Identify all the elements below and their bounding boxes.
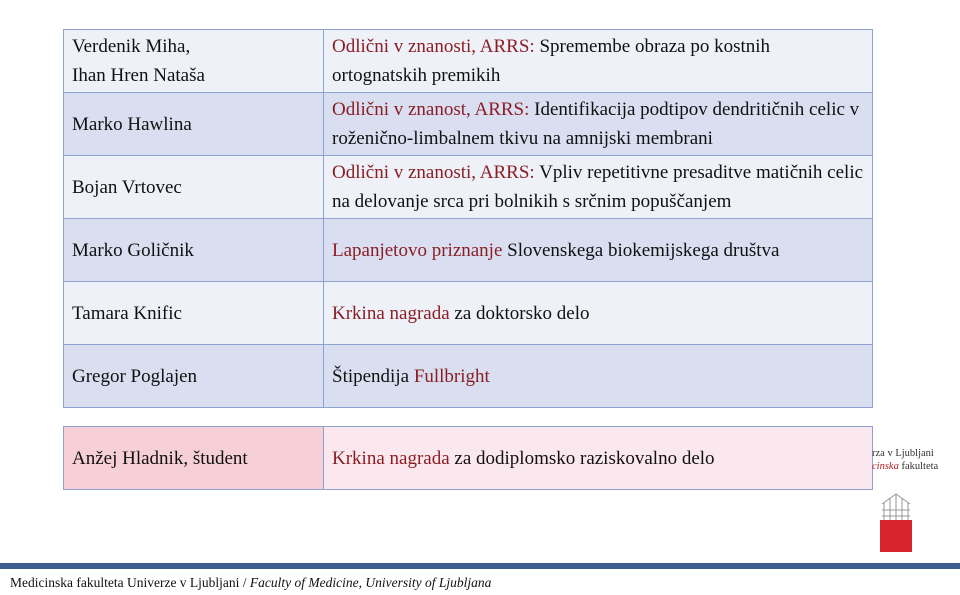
table-row	[64, 156, 873, 219]
table-row	[64, 427, 873, 490]
award-highlight: Fullbright	[413, 365, 490, 387]
student-award-table	[63, 426, 873, 490]
table-row	[64, 93, 873, 156]
faculty-logo-icon	[878, 490, 914, 552]
footer: Medicinska fakulteta Univerze v Ljubljani / Faculty of Medicine, University of Ljubljana	[10, 575, 492, 590]
award-highlight: Krkina nagrada	[332, 302, 450, 324]
award-highlight: Lapanjetovo priznanje	[332, 239, 503, 261]
award-description: Odlični v znanosti, ARRS: Spremembe obraza po kostnih ortognatskih premikih	[324, 30, 873, 93]
awards-table	[63, 29, 873, 408]
table-row	[64, 219, 873, 282]
recipient-name: Bojan Vrtovec	[64, 156, 324, 219]
award-highlight: Odlični v znanosti, ARRS:	[332, 36, 535, 57]
award-description: Odlični v znanost, ARRS: Identifikacija podtipov dendritičnih celic v roženično-limbalnem tkivu na amnijski membrani	[324, 93, 873, 156]
recipient-name: Gregor Poglajen	[64, 345, 324, 408]
award-description: Odlični v znanosti, ARRS: Vpliv repetitivne presaditve matičnih celic na delovanje srca pri bolnikih s srčnim popuščanjem	[324, 156, 873, 219]
award-highlight: Krkina nagrada	[332, 447, 450, 469]
recipient-name: Verdenik Miha, Ihan Hren Nataša	[64, 30, 324, 93]
table-row	[64, 282, 873, 345]
award-description: Štipendija Fullbright	[324, 345, 873, 408]
recipient-name: Marko Goličnik	[64, 219, 324, 282]
student-name: Anžej Hladnik, študent	[64, 427, 324, 490]
award-description: Lapanjetovo priznanje Slovenskega biokemijskega društva	[324, 219, 873, 282]
recipient-name: Tamara Knific	[64, 282, 324, 345]
table-row	[64, 345, 873, 408]
faculty-logo-text: rza v Ljubljani cinska fakulteta	[872, 448, 939, 472]
award-description: Krkina nagrada za doktorsko delo	[324, 282, 873, 345]
footer-divider	[0, 563, 960, 569]
student-award-description: Krkina nagrada za dodiplomsko raziskovalno delo	[324, 427, 873, 490]
award-highlight: Odlični v znanost, ARRS:	[332, 99, 530, 120]
recipient-name: Marko Hawlina	[64, 93, 324, 156]
award-highlight: Odlični v znanosti, ARRS:	[332, 162, 535, 183]
table-row	[64, 30, 873, 93]
